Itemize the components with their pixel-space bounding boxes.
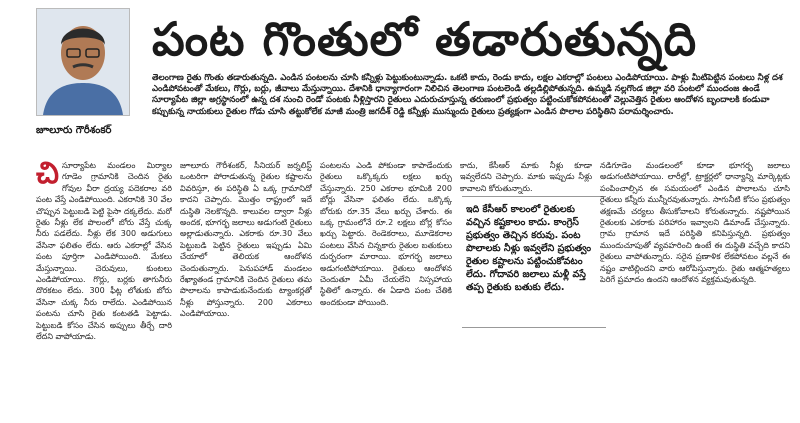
- author-portrait-icon: [37, 9, 129, 115]
- column-1-text: సూర్యాపేట మండలం మిర్యాల గూడెం గ్రామానికి చెందిన రైతు గోవుల వీరా ద్రయ్య పదెకరాల వరి పంట వేస్తే ఎండిపోయింది. ఎకరానికి 30 వేల చొప్పున పెట్టుబడి పెట్టి పైసా దక్కలేదు. మరో రైతు నీళ్లు లేక పొలంలో బోరు వేస్తే చుక్క నీరు పడలేదు. నీళ్లు లేక 300 అడుగులు వేసినా ఫలితం లేదు. ఆరు ఎకరాల్లో వేసిన పంట పూర్తిగా ఎండిపోయింది. మేకలు మేస్తున్నాయి. చెరువులు, కుంటలు ఎండిపోయాయి. గొర్లు, బర్లకు తాగునీరు దొరకటం లేదు. 300 ఫీట్ల లోతుకు బోరు వేసినా చుక్క నీరు రాలేదు. ఎండిపోయిన పంటను చూసి రైతు కంటతడి పెట్టాడు. పెట్టుబడి కోసం చేసిన అప్పులు తీర్చే దారి లేదని వాపోయాడు.: [36, 161, 172, 342]
- drop-cap: చి: [36, 160, 59, 191]
- article-column-3: పంటలను ఎండి పోకుండా కాపాడేందుకు రైతులు ఒక్కొక్కరు లక్షలు ఖర్చు చేస్తున్నారు. 250 ఎకరాల భూమికి 200 బోర్లు వేసినా ఫలితం లేదు. ఒక్కొక్క బోరుకు రూ.35 వేలు ఖర్చు చేశారు. ఈ ఒక్క గ్రామంలోనే రూ.2 లక్షలు బోర్ల కోసం ఖర్చు పెట్టారు. రెండెకరాలు, మూడెకరాల పంటలు వేసిన చిన్నకారు రైతుల బతుకులు దుర్భరంగా మారాయి. భూగర్భ జలాలు అడుగంటిపోయాయి. రైతులు ఆందోళన చెందుతూ ఏమీ చేయలేని నిస్సహాయ స్థితిలో ఉన్నారు. ఈ ఏడాది పంట చేతికి అందకుండా పోయింది.: [320, 161, 452, 307]
- author-byline: జూలూరు గౌరీశంకర్: [36, 125, 112, 136]
- article-headline: పంట గొంతులో తడారుతున్నది: [152, 12, 698, 66]
- author-photo: [36, 8, 130, 116]
- article-column-4: కాదు, కేసీఆర్ మాకు నీళ్లు కూడా ఇవ్వలేదని చెప్పారు. మాకు ఇప్పుడు నీళ్లు కావాలని కోరుతున్నారు.: [460, 161, 592, 193]
- article-column-4-continued: [460, 320, 592, 420]
- pull-quote: ఇది కేసీఆర్ కాలంలో రైతులకు వచ్చిన కష్టకాలం కాదు. కాంగ్రెస్ ప్రభుత్వం తెచ్చిన కరువు. పంట పొలాలకు నీళ్లు ఇవ్వలేని ప్రభుత్వం రైతుల కష్టాలను పట్టించుకోవటం లేదు. గోదావరి జలాలు మళ్లీ వస్తే తప్ప రైతుకు బతుకు లేదు.: [462, 196, 606, 328]
- article-lead: తెలంగాణ రైతు గొంతు తడారుతున్నది. ఎండిన పంటలను చూసి కన్నీళ్లు పెట్టుకుంటున్నాడు. ఒకటి కాదు, రెండు కాదు, లక్షల ఎకరాల్లో పంటలు ఎండిపోయాయి. పాళ్లు మీటిపెట్టిన పంటలు నీళ్ల దశ ఎండిపోవటంతో మేకలు, గొర్లు, బర్లు, జీవాలు మేస్తున్నాయి. దేశానికి ధాన్యాగారంగా నిలిచిన తెలంగాణ పంటలెండి తల్లడిల్లిపోతున్నది. ఉమ్మడి నల్లగొండ జిల్లా వరి పంటలో ముందంజ ఉండే సూర్యాపేట జిల్లా అగ్రస్థానంలో ఉన్న దశ నుంచి రెండో పంటకు నీళ్లిస్తారని రైతులు ఎదురుచూస్తున్న తరుణంలో ప్రభుత్వం పట్టించుకోకపోవటంతో వెల్లువెత్తిన రైతుల ఆందోళన బృందాలకి కండువా కప్పుకున్న నాయకులు రైతుల గోడు చూసి తట్టుకోలేక మాజీ మంత్రి జగదీశ్ రెడ్డి కన్నీళ్లు మున్ముందు రైతులు ప్రత్యక్షంగా ఎండిన పొలాల పరిస్థితిని పరామర్శించారు.: [152, 73, 783, 117]
- article-column-5: నడిగూడెం మండలంలో కూడా భూగర్భ జలాలు అడుగంటిపోయాయి. లారీల్లో, ట్రాక్టర్లలో ధాన్యాన్ని మార్కెట్లకు పంపించాల్సిన ఈ సమయంలో ఎండిన పొలాలను చూసి రైతులు కన్నీరు మున్నీరవుతున్నారు. సాగునీటి కోసం ప్రభుత్వం తక్షణమే చర్యలు తీసుకోవాలని కోరుతున్నారు. నష్టపోయిన రైతులకు ఎకరాకు పరిహారం ఇవ్వాలని డిమాండ్ చేస్తున్నారు. గ్రామ గ్రామాన ఇదే పరిస్థితి కనిపిస్తున్నది. ప్రభుత్వం ముందుచూపుతో వ్యవహరించి ఉంటే ఈ దుస్థితి వచ్చేది కాదని రైతులు వాపోతున్నారు. సరైన ప్రణాళిక లేకపోవటం వల్లనే ఈ నష్టం వాటిల్లిందని వారు ఆరోపిస్తున్నారు. రైతు ఆత్మహత్యలు పెరిగే ప్రమాదం ఉందని ఆందోళన వ్యక్తమవుతున్నది.: [600, 161, 790, 285]
- article-column-2: జూలూరు గౌరీశంకర్, సీనియర్ జర్నలిస్ట్ ఒంటరిగా పోరాడుతున్న రైతుల కష్టాలను వివరిస్తూ, ఈ పరిస్థితి ఏ ఒక్క గ్రామానిదో కాదని చెప్పారు. మొత్తం రాష్ట్రంలో ఇదే దుస్థితి నెలకొన్నది. కాలువల ద్వారా నీళ్లు అందక, భూగర్భ జలాలు అడుగంటి రైతులు అల్లాడుతున్నారు. ఎకరాకు రూ.30 వేలు పెట్టుబడి పెట్టిన రైతులు ఇప్పుడు ఏమి చేయాలో తెలియక ఆందోళన చెందుతున్నారు. పెనుపహాడ్ మండలం రేఖ్యాతండ గ్రామానికి చెందిన రైతులు తమ పొలాలను కాపాడుకునేందుకు ట్యాంకర్లతో నీళ్లు పోస్తున్నారు. 200 ఎకరాలు ఎండిపోయాయి.: [180, 161, 312, 319]
- article-column-1: [36, 160, 172, 422]
